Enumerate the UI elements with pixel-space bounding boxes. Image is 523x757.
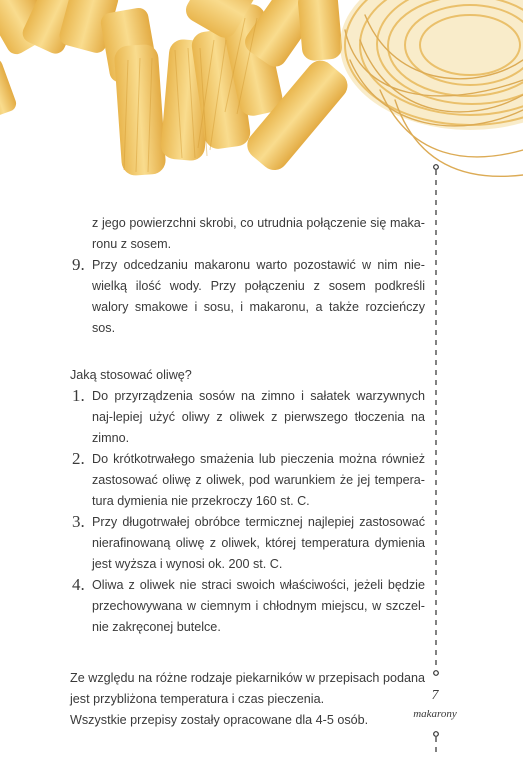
list-number: 2. [72, 449, 85, 468]
list-number: 3. [72, 512, 85, 531]
page-content [70, 213, 425, 731]
page-number: 7 [431, 688, 439, 703]
list-text: Przy odcedzaniu makaronu warto pozostawić w nim nie-wielką ilość wody. Przy połączeniu z sosem podkreśli walory smakowe i sosu, i makaronu, a także rozcieńczy sos. [92, 258, 425, 335]
list-number: 1. [72, 386, 85, 405]
intro-continuation: z jego powierzchni skrobi, co utrudnia połączenie się maka-ronu z sosem. [92, 216, 425, 251]
list-item [70, 386, 425, 449]
pasta-nest [340, 0, 523, 176]
pasta-photo [0, 0, 523, 200]
list-number: 4. [72, 575, 85, 594]
list-item [70, 255, 425, 339]
list-text: Oliwa z oliwek nie straci swoich właściwości, jeżeli będzie przechowywana w ciemnym i chłodnym miejscu, w szczel-nie zakręconej butelce. [92, 578, 425, 634]
list-text: Przy długotrwałej obróbce termicznej najlepiej zastosować nierafinowaną oliwę z oliwek, której temperatura dymienia jest wyższa i wynosi ok. 200 st. C. [92, 515, 425, 571]
section-name: makarony [413, 708, 457, 720]
list-item [70, 575, 425, 638]
servings-note: Wszystkie przepisy zostały opracowane dla 4-5 osób. [70, 713, 369, 727]
list-text: Do przyrządzenia sosów na zimno i sałatek warzywnych naj-lepiej użyć oliwy z oliwek z pierwszego tłoczenia na zimno. [92, 389, 425, 445]
temperature-note: Ze względu na różne rodzaje piekarników w przepisach podana jest przybliżona temperatura i czas pieczenia. [70, 671, 425, 706]
section-question: Jaką stosować oliwę? [70, 368, 192, 382]
list-text: Do krótkotrwałego smażenia lub pieczenia można również zastosować oliwę z oliwek, pod warunkiem że jej tempera-tura dymienia nie przekroczy 160 st. C. [92, 452, 425, 508]
list-number: 9. [72, 255, 85, 274]
list-item [70, 512, 425, 575]
list-item [70, 449, 425, 512]
